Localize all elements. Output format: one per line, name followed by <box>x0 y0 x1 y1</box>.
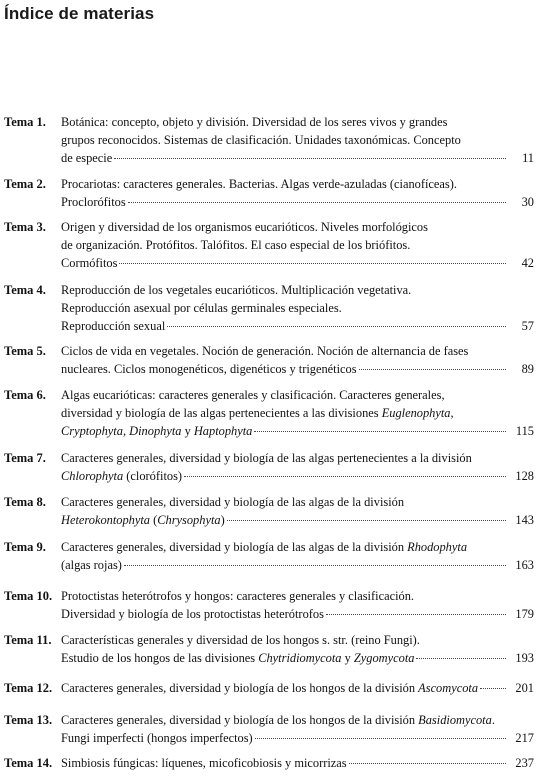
toc-entry-title <box>61 449 506 485</box>
toc-entry-number: Tema 11. <box>4 633 52 647</box>
toc-entry-page-number: 217 <box>515 731 534 745</box>
toc-entry-page-number: 163 <box>515 558 534 572</box>
toc-entry-page-number: 115 <box>515 424 534 438</box>
dot-leader <box>119 263 506 264</box>
toc-entry-line: Reproducción sexual <box>61 317 506 335</box>
toc-entry-page-number: 11 <box>522 151 534 165</box>
toc-entry-number: Tema 14. <box>4 756 53 770</box>
toc-entry-line: Caracteres generales, diversidad y biología de los hongos de la división Ascomycota <box>61 679 506 697</box>
toc-entry-line: Botánica: concepto, objeto y división. Diversidad de los seres vivos y grandes <box>61 115 448 129</box>
toc-entry-line: Procariotas: caracteres generales. Bacterias. Algas verde-azuladas (cianofíceas). <box>61 177 457 191</box>
toc-entry-title <box>61 587 506 623</box>
toc-entry-page-number: 30 <box>521 195 534 209</box>
dot-leader <box>326 614 506 615</box>
toc-entry-line: Proclorófitos <box>61 193 506 211</box>
toc-entry-line: Protoctistas heterótrofos y hongos: caracteres generales y clasificación. <box>61 589 414 603</box>
toc-entry-line: Caracteres generales, diversidad y biología de las algas de la división Rhodophyta <box>61 540 468 554</box>
toc-entry-title <box>61 218 506 272</box>
toc-entry-page-number: 201 <box>515 681 534 695</box>
dot-leader <box>349 763 506 764</box>
dot-leader <box>167 326 506 327</box>
toc-entry-title <box>61 113 506 167</box>
toc-entry-number: Tema 7. <box>4 451 46 465</box>
toc-entry-line: Algas eucarióticas: caracteres generales y clasificación. Caracteres generales, <box>61 388 445 402</box>
toc-entry-title <box>61 631 506 667</box>
toc-entry-number: Tema 4. <box>4 283 46 297</box>
toc-entry-line: Fungi imperfecti (hongos imperfectos) <box>61 729 506 747</box>
toc-entry-line: Origen y diversidad de los organismos eucarióticos. Niveles morfológicos <box>61 220 428 234</box>
toc-entry-line: Chlorophyta (clorófitos) <box>61 467 506 485</box>
toc-entry-line: diversidad y biología de las algas pertenecientes a las divisiones Euglenophyta, <box>61 406 454 420</box>
dot-leader <box>124 565 506 566</box>
toc-entry-title <box>61 679 506 697</box>
dot-leader <box>416 658 506 659</box>
toc-entry-line: Cryptophyta, Dinophyta y Haptophyta <box>61 422 506 440</box>
toc-entry-line: (algas rojas) <box>61 556 506 574</box>
toc-entry-line: Caracteres generales, diversidad y biología de los hongos de la división Basidiomycota. <box>61 713 495 727</box>
toc-entry-title <box>61 386 506 440</box>
toc-entry-title <box>61 342 506 378</box>
toc-entry-title <box>61 538 506 574</box>
toc-entry-line: de especie <box>61 149 506 167</box>
toc-entry-page-number: 42 <box>521 256 534 270</box>
toc-entry-number: Tema 8. <box>4 495 46 509</box>
toc-entry-line: Cormófitos <box>61 254 506 272</box>
toc-entry-page-number: 89 <box>521 362 534 376</box>
toc-entry-number: Tema 1. <box>4 115 46 129</box>
toc-entry-page-number: 128 <box>515 469 534 483</box>
toc-entry-line: Características generales y diversidad de los hongos s. str. (reino Fungi). <box>61 633 420 647</box>
toc-entry-line: Estudio de los hongos de las divisiones Chytridiomycota y Zygomycota <box>61 649 506 667</box>
toc-entry-number: Tema 12. <box>4 681 53 695</box>
toc-entry-line: de organización. Protófitos. Talófitos. El caso especial de los briófitos. <box>61 238 411 252</box>
toc-entry-line: Caracteres generales, diversidad y biología de las algas pertenecientes a la división <box>61 451 472 465</box>
dot-leader <box>128 202 506 203</box>
toc-entry-page-number: 179 <box>515 607 534 621</box>
toc-entry-page-number: 193 <box>515 651 534 665</box>
dot-leader <box>255 738 506 739</box>
toc-entry-line: Reproducción asexual por células germinales especiales. <box>61 301 342 315</box>
toc-entry-line: Reproducción de los vegetales eucarióticos. Multiplicación vegetativa. <box>61 283 412 297</box>
toc-entry-line: nucleares. Ciclos monogenéticos, digenéticos y trigenéticos <box>61 360 506 378</box>
toc-entry-line: grupos reconocidos. Sistemas de clasificación. Unidades taxonómicas. Concepto <box>61 133 461 147</box>
toc-entry-title <box>61 493 506 529</box>
dot-leader <box>184 476 506 477</box>
dot-leader <box>254 431 506 432</box>
toc-entry-line: Ciclos de vida en vegetales. Noción de generación. Noción de alternancia de fases <box>61 344 469 358</box>
page-title: Índice de materias <box>4 4 155 23</box>
toc-entry-number: Tema 3. <box>4 220 46 234</box>
toc-entry-number: Tema 9. <box>4 540 46 554</box>
toc-entry-line: Simbiosis fúngicas: líquenes, micoficobiosis y micorrizas <box>61 754 506 772</box>
toc-entry-title <box>61 754 506 772</box>
toc-entry-line: Diversidad y biología de los protoctistas heterótrofos <box>61 605 506 623</box>
toc-entry-number: Tema 2. <box>4 177 46 191</box>
dot-leader <box>227 520 506 521</box>
toc-entry-page-number: 143 <box>515 513 534 527</box>
toc-entry-page-number: 57 <box>521 319 534 333</box>
toc-entry-title <box>61 281 506 335</box>
toc-entry-title <box>61 711 506 747</box>
dot-leader <box>480 688 506 689</box>
dot-leader <box>359 369 506 370</box>
toc-entry-number: Tema 13. <box>4 713 53 727</box>
toc-entry-title <box>61 175 506 211</box>
toc-entry-line: Heterokontophyta (Chrysophyta) <box>61 511 506 529</box>
dot-leader <box>114 158 506 159</box>
toc-entry-line: Caracteres generales, diversidad y biología de las algas de la división <box>61 495 405 509</box>
toc-entry-number: Tema 6. <box>4 388 46 402</box>
toc-entry-number: Tema 5. <box>4 344 46 358</box>
toc-entry-page-number: 237 <box>515 756 534 770</box>
toc-entry-number: Tema 10. <box>4 589 53 603</box>
